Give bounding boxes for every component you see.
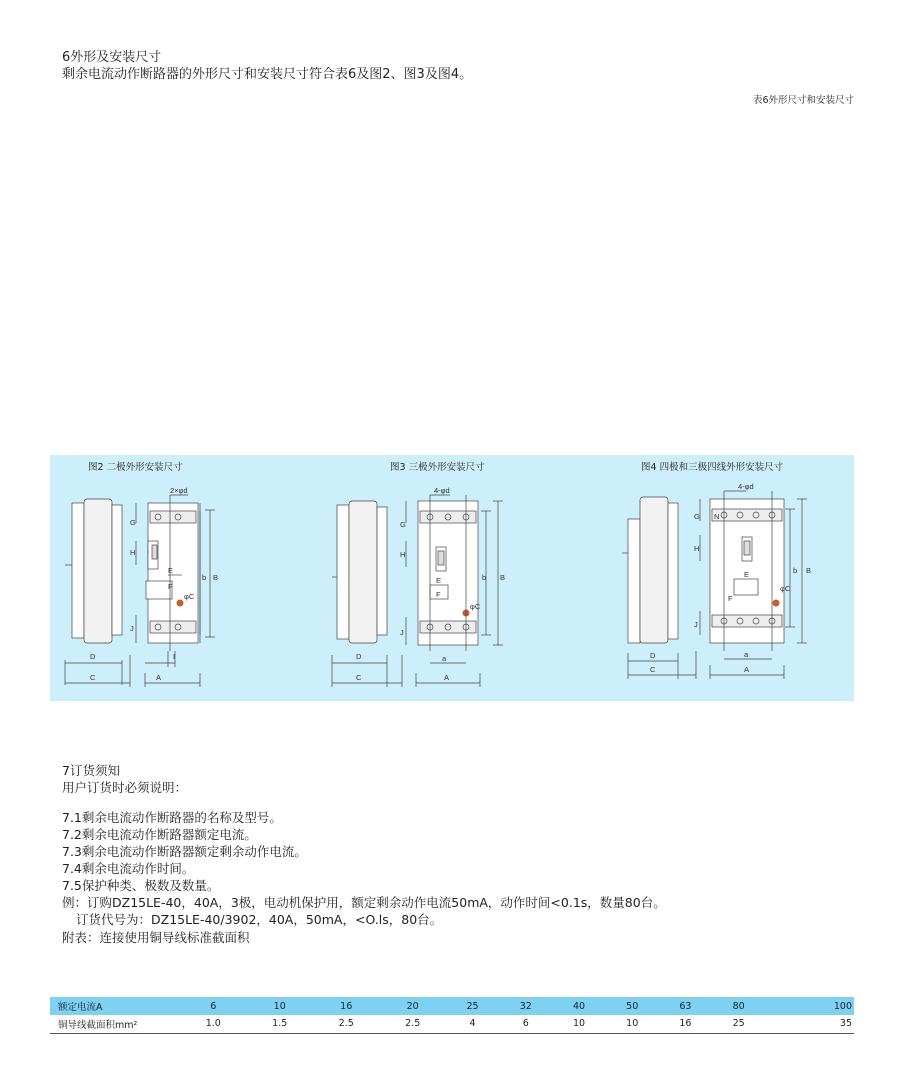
fig4-label-F: F xyxy=(728,594,733,603)
order-item-3: 7.3剩余电流动作断路器额定剩余动作电流。 xyxy=(62,844,307,859)
cell: 10 xyxy=(606,1015,659,1033)
fig2-label-A: A xyxy=(156,673,162,682)
appendix-note: 附表：连接使用铜导线标准截面积 xyxy=(62,930,250,945)
fig2-label-F: F xyxy=(168,582,173,591)
fig2-label-E: E xyxy=(168,566,174,575)
fig3-label-H: H xyxy=(400,550,406,559)
wire-section-label: 铜导线截面积mm² xyxy=(50,1015,180,1033)
cell: 16 xyxy=(313,997,379,1015)
cell: 1.5 xyxy=(246,1015,312,1033)
fig2-side-view xyxy=(65,499,130,687)
cell: 100 xyxy=(765,997,854,1015)
cell: 16 xyxy=(659,1015,712,1033)
cell: 20 xyxy=(379,997,445,1015)
section7-title: 7订货须知 xyxy=(62,763,120,778)
cell: 32 xyxy=(499,997,552,1015)
cell: 6 xyxy=(499,1015,552,1033)
order-item-5: 7.5保护种类、极数及数量。 xyxy=(62,878,220,893)
fig3-label-a: a xyxy=(442,654,447,663)
fig4-label-H: H xyxy=(694,544,700,553)
cell: 10 xyxy=(246,997,312,1015)
fig3-label-b: b xyxy=(482,573,487,582)
fig4-side-view xyxy=(622,497,696,679)
dimension-drawings xyxy=(50,455,854,701)
fig4-label-D: D xyxy=(650,651,656,660)
cell: 4 xyxy=(446,1015,499,1033)
fig3-label-phiC: φC xyxy=(470,602,481,611)
fig4-label-phiC: φC xyxy=(780,584,791,593)
cell: 1.0 xyxy=(180,1015,246,1033)
fig4-label-N: N xyxy=(714,512,720,521)
fig3-label-C: C xyxy=(356,673,362,682)
section7-intro: 用户订货时必须说明： xyxy=(62,780,188,795)
order-code: 订货代号为：DZ15LE-40/3902，40A，50mA，<O.ls，80台。 xyxy=(76,912,443,927)
fig3-label-J: J xyxy=(400,628,404,637)
fig2-label-J: J xyxy=(130,624,134,633)
fig3-label-B: B xyxy=(500,573,506,582)
cell: 63 xyxy=(659,997,712,1015)
cell: 25 xyxy=(712,1015,765,1033)
fig3-side-view xyxy=(332,501,402,687)
cell: 10 xyxy=(552,1015,605,1033)
table6-caption: 表6外形尺寸和安装尺寸 xyxy=(752,95,854,106)
order-item-4: 7.4剩余电流动作时间。 xyxy=(62,861,195,876)
order-item-2: 7.2剩余电流动作断路器额定电流。 xyxy=(62,827,257,842)
cell: 80 xyxy=(712,997,765,1015)
rated-current-label: 额定电流A xyxy=(50,997,180,1015)
fig2-front-view xyxy=(136,495,215,687)
fig3-front-view xyxy=(406,495,506,687)
fig2-label-H: H xyxy=(130,548,136,557)
fig4-label-A: A xyxy=(744,665,750,674)
fig2-label-b: b xyxy=(202,573,207,582)
section6-subtitle: 剩余电流动作断路器的外形尺寸和安装尺寸符合表6及图2、图3及图4。 xyxy=(62,67,473,82)
fig2-caption: 图2 二极外形安装尺寸 xyxy=(88,462,183,473)
fig4-hole-label: 4-φd xyxy=(738,482,754,491)
fig2-label-I: I xyxy=(173,652,176,661)
fig3-hole-label: 4-φd xyxy=(434,486,450,495)
section6-title: 6外形及安装尺寸 xyxy=(62,50,162,65)
fig3-caption: 图3 三极外形安装尺寸 xyxy=(390,462,485,473)
fig3-label-A: A xyxy=(444,673,450,682)
fig2-label-G: G xyxy=(130,518,136,527)
fig4-label-J: J xyxy=(694,620,698,629)
fig4-label-B: B xyxy=(806,566,812,575)
wire-section-row xyxy=(50,1015,854,1033)
fig3-label-E: E xyxy=(436,576,442,585)
wire-section-table xyxy=(50,997,854,1034)
cell: 40 xyxy=(552,997,605,1015)
fig4-label-E: E xyxy=(744,570,750,579)
fig4-label-G: G xyxy=(694,512,700,521)
fig2-label-D: D xyxy=(90,652,96,661)
fig2-label-B: B xyxy=(213,573,219,582)
fig3-label-G: G xyxy=(400,520,406,529)
cell: 35 xyxy=(765,1015,854,1033)
fig2-label-C: C xyxy=(90,673,96,682)
cell: 50 xyxy=(606,997,659,1015)
cell: 2.5 xyxy=(379,1015,445,1033)
fig4-label-b: b xyxy=(793,566,798,575)
cell: 2.5 xyxy=(313,1015,379,1033)
fig4-label-C: C xyxy=(650,665,656,674)
fig2-label-phiC: φC xyxy=(184,592,195,601)
cell: 6 xyxy=(180,997,246,1015)
fig4-label-a: a xyxy=(744,650,749,659)
order-example: 例：订购DZ15LE-40，40A，3极，电动机保护用，额定剩余动作电流50mA，动作时间<0.1s，数量80台。 xyxy=(62,895,666,910)
fig4-caption: 图4 四极和三极四线外形安装尺寸 xyxy=(641,462,784,473)
cell: 25 xyxy=(446,997,499,1015)
fig3-label-F: F xyxy=(436,590,441,599)
order-item-1: 7.1剩余电流动作断路器的名称及型号。 xyxy=(62,810,282,825)
rated-current-row xyxy=(50,997,854,1015)
fig2-hole-label: 2×φd xyxy=(170,486,188,495)
fig3-label-D: D xyxy=(356,652,362,661)
